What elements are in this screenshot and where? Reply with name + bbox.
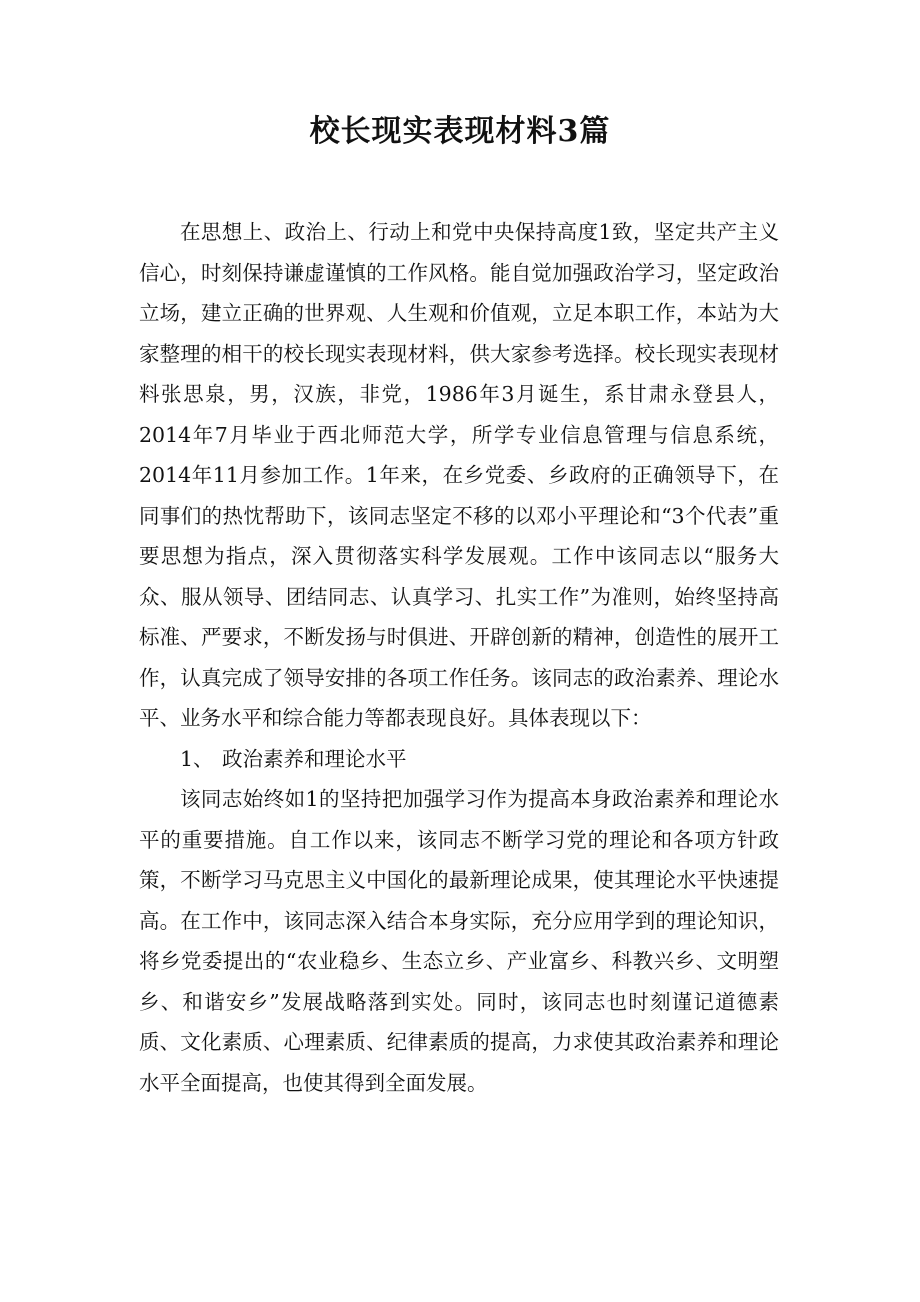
section-heading [139, 739, 779, 780]
intro-paragraph: 在思想上、政治上、行动上和党中央保持高度1致，坚定共产主义信心，时刻保持谦虚谨慎的工作风格。能自觉加强政治学习，坚定政治立场，建立正确的世界观、人生观和价值观，立足本职工作，本站为大家整理的相干的校长现实表现材料，供大家参考选择。校长现实表现材料张思泉，男，汉族，非党，1986年3月诞生，系甘肃永登县人，2014年7月毕业于西北师范大学，所学专业信息管理与信息系统，2014年11月参加工作。1年来，在乡党委、乡政府的正确领导下，在同事们的热忱帮助下，该同志坚定不移的以邓小平理论和“3个代表”重要思想为指点，深入贯彻落实科学发展观。工作中该同志以“服务大众、服从领导、团结同志、认真学习、扎实工作”为准则，始终坚持高标准、严要求，不断发扬与时俱进、开辟创新的精神，创造性的展开工作，认真完成了领导安排的各项工作任务。该同志的政治素养、理论水平、业务水平和综合能力等都表现良好。具体表现以下： [139, 220, 779, 730]
section-paragraph: 该同志始终如1的坚持把加强学习作为提高本身政治素养和理论水平的重要措施。自工作以来，该同志不断学习党的理论和各项方针政策，不断学习马克思主义中国化的最新理论成果，使其理论水平快速提高。在工作中，该同志深入结合本身实际，充分应用学到的理论知识，将乡党委提出的“农业稳乡、生态立乡、产业富乡、科教兴乡、文明塑乡、和谐安乡”发展战略落到实处。同时，该同志也时刻谨记道德素质、文化素质、心理素质、纪律素质的提高，力求使其政治素养和理论水平全面提高，也使其得到全面发展。 [139, 787, 779, 1095]
document-title: 校长现实表现材料3篇 [309, 114, 611, 149]
document-body [139, 212, 779, 1103]
section-heading-text: 政治素养和理论水平 [222, 746, 407, 771]
section-number: 1、 [180, 746, 214, 771]
